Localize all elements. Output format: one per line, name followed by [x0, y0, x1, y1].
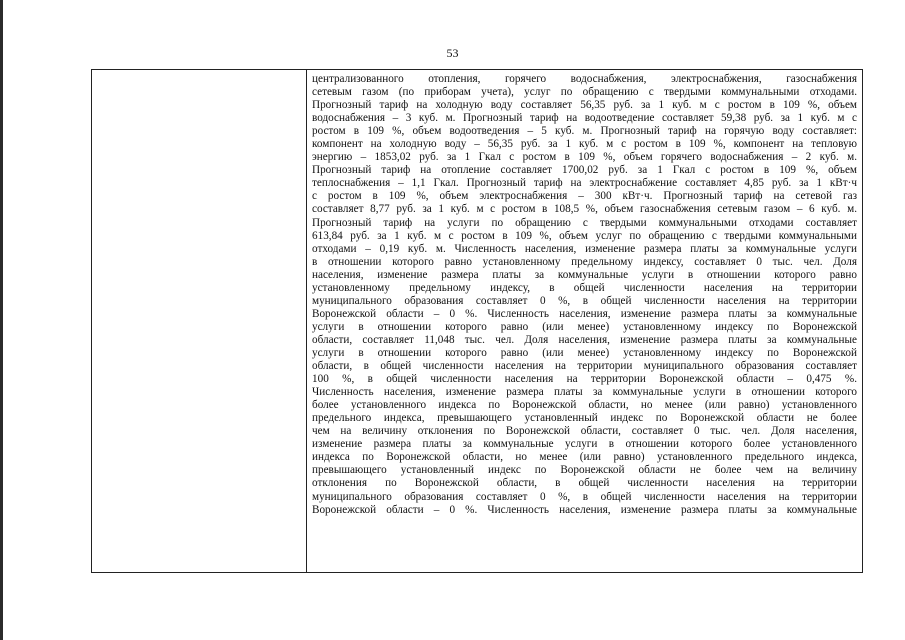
- text-line: более установленного индекса по Воронежской области, но менее (или равно) установленного: [312, 399, 857, 412]
- text-line: отклонения по Воронежской области, в общей численности населения на территории: [312, 477, 857, 490]
- text-line: Воронежской области – 0 %. Численность населения, изменение размера платы за коммунальные: [312, 503, 857, 516]
- text-line: превышающего установленный индекс по Воронежской области не более чем на величину: [312, 464, 857, 477]
- text-line: изменение размера платы за коммунальные услуги в отношении которого более установленного: [312, 438, 857, 451]
- text-line: Численность населения, изменение размера платы за коммунальные услуги в отношении которого: [312, 386, 857, 399]
- text-line: в отношении которого равно установленному предельному индексу, составляет 0 тыс. чел. Доля: [312, 255, 857, 268]
- text-line: населения, изменение размера платы за коммунальные услуги в отношении которого равно: [312, 268, 857, 281]
- text-line: Прогнозный тариф на холодную воду составляет 56,35 руб. за 1 куб. м с ростом в 109 %, объем: [312, 99, 857, 112]
- text-line: Прогнозный тариф на отопление составляет 1700,02 руб. за 1 Гкал с ростом в 109 %, объем: [312, 164, 857, 177]
- text-line: с ростом в 109 %, объем электроснабжения – 300 кВт·ч. Прогнозный тариф на сетевой газ: [312, 190, 857, 203]
- scan-edge: [0, 0, 3, 640]
- text-line: теплоснабжения – 1,1 Гкал. Прогнозный тариф на электроснабжение составляет 4,85 руб. за 1 кВт·ч: [312, 177, 857, 190]
- text-line: предельного индекса, превышающего установленный индекс по Воронежской области не более: [312, 412, 857, 425]
- text-line: чем на величину отклонения по Воронежской области, составляет 0 тыс. чел. Доля населения,: [312, 425, 857, 438]
- text-line: компонент на холодную воду – 56,35 руб. за 1 куб. м с ростом в 109 %, компонент на тепловую: [312, 138, 857, 151]
- text-line: сетевым газом (по приборам учета), услуг по обращению с твердыми коммунальными отходами.: [312, 86, 857, 99]
- text-line: установленному предельному индексу, в общей численности населения на территории: [312, 281, 857, 294]
- text-line: муниципального образования составляет 0 %, в общей численности населения на территории: [312, 294, 857, 307]
- text-line: муниципального образования составляет 0 %, в общей численности населения на территории: [312, 490, 857, 503]
- text-line: централизованного отопления, горячего водоснабжения, электроснабжения, газоснабжения: [312, 73, 857, 85]
- text-line: 613,84 руб. за 1 куб. м с ростом в 109 %, объем услуг по обращению с твердыми коммунальными: [312, 229, 857, 242]
- text-line: индекса по Воронежской области, но менее (или равно) установленного предельного индекса,: [312, 451, 857, 464]
- text-line: отходами – 0,19 куб. м. Численность населения, изменение размера платы за коммунальные услуги: [312, 242, 857, 255]
- text-line: области, в общей численности населения на территории муниципального образования составляет: [312, 360, 857, 373]
- text-line: ростом в 109 %, объем водоотведения – 5 куб. м. Прогнозный тариф на горячую воду составляет:: [312, 125, 857, 138]
- table-left-cell: [92, 70, 306, 572]
- page-number: 53: [446, 46, 459, 60]
- text-line: услуги в отношении которого равно (или менее) установленному индексу по Воронежской: [312, 320, 857, 333]
- text-line: составляет 8,77 руб. за 1 куб. м с ростом в 108,5 %, объем газоснабжения сетевым газом – 6 куб. м.: [312, 203, 857, 216]
- text-line: водоснабжения – 3 куб. м. Прогнозный тариф на водоотведение составляет 59,38 руб. за 1 куб. м с: [312, 112, 857, 125]
- text-line: Прогнозный тариф на услуги по обращению с твердыми коммунальными отходами составляет: [312, 216, 857, 229]
- text-line: энергию – 1853,02 руб. за 1 Гкал с ростом в 109 %, объем горячего водоснабжения – 2 куб. м.: [312, 151, 857, 164]
- text-line: 100 %, в общей численности населения на территории Воронежской области – 0,475 %.: [312, 373, 857, 386]
- text-line: области, составляет 11,048 тыс. чел. Доля населения, изменение размера платы за коммунальные: [312, 333, 857, 346]
- table-right-cell: [307, 70, 862, 572]
- text-line: Воронежской области – 0 %. Численность населения, изменение размера платы за коммунальные: [312, 307, 857, 320]
- text-line: услуги в отношении которого равно (или менее) установленному индексу по Воронежской: [312, 346, 857, 359]
- document-table: [91, 69, 863, 573]
